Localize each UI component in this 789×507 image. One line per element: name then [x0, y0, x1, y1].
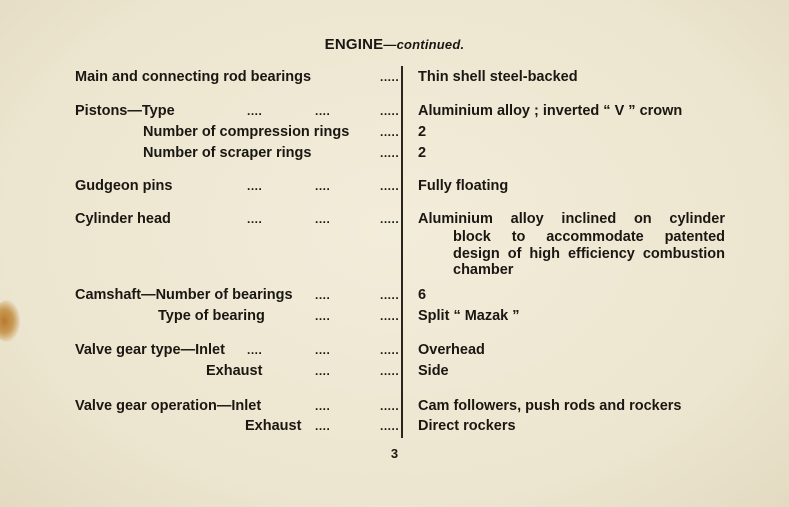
- leader-dots: ....: [247, 179, 263, 193]
- label-pistons-type: Pistons—Type: [75, 103, 175, 119]
- value-gudgeon-pins: Fully floating: [418, 178, 509, 194]
- label-camshaft-bearings: Camshaft—Number of bearings: [75, 287, 293, 303]
- leader-dots: .....: [380, 419, 400, 433]
- label-valve-gear-operation-inlet: Valve gear operation—Inlet: [75, 398, 262, 414]
- leader-dots: .....: [380, 309, 400, 323]
- label-compression-rings: Number of compression rings: [143, 124, 350, 140]
- value-cylinder-head-line1: Aluminium alloy inclined on cylinder: [418, 211, 725, 227]
- label-valve-gear-type-inlet: Valve gear type—Inlet: [75, 342, 225, 358]
- value-cylinder-head-line2: block to accommodate patented: [453, 229, 725, 245]
- label-valve-gear-type-exhaust: Exhaust: [206, 363, 263, 379]
- leader-dots: ....: [315, 288, 331, 302]
- leader-dots: ....: [315, 364, 331, 378]
- leader-dots: .....: [380, 104, 400, 118]
- leader-dots: ....: [315, 212, 331, 226]
- value-cylinder-head-line4: chamber: [453, 262, 514, 278]
- leader-dots: .....: [380, 70, 400, 84]
- label-valve-gear-operation-exhaust: Exhaust: [245, 418, 302, 434]
- leader-dots: ....: [315, 399, 331, 413]
- leader-dots: .....: [380, 343, 400, 357]
- leader-dots: .....: [380, 288, 400, 302]
- leader-dots: .....: [380, 399, 400, 413]
- leader-dots: .....: [380, 179, 400, 193]
- leader-dots: ....: [315, 104, 331, 118]
- value-cylinder-head-line3: design of high efficiency combustion: [453, 246, 725, 262]
- value-scraper-rings: 2: [418, 145, 427, 161]
- label-main-bearings: Main and connecting rod bearings: [75, 69, 312, 85]
- value-compression-rings: 2: [418, 124, 427, 140]
- value-valve-gear-operation-exhaust: Direct rockers: [418, 418, 516, 434]
- label-bearing-type: Type of bearing: [158, 308, 265, 324]
- value-valve-gear-type-exhaust: Side: [418, 363, 449, 379]
- leader-dots: .....: [380, 146, 400, 160]
- value-main-bearings: Thin shell steel-backed: [418, 69, 578, 85]
- value-bearing-type: Split “ Mazak ”: [418, 308, 520, 324]
- value-valve-gear-type-inlet: Overhead: [418, 342, 485, 358]
- age-stain: [0, 300, 20, 342]
- leader-dots: ....: [247, 212, 263, 226]
- leader-dots: ....: [315, 343, 331, 357]
- page-title: ENGINE—continued.: [324, 36, 465, 53]
- page-number: 3: [390, 446, 399, 461]
- leader-dots: .....: [380, 212, 400, 226]
- label-scraper-rings: Number of scraper rings: [143, 145, 312, 161]
- value-camshaft-bearings: 6: [418, 287, 427, 303]
- leader-dots: ....: [247, 104, 263, 118]
- value-pistons-type: Aluminium alloy ; inverted “ V ” crown: [418, 103, 683, 119]
- leader-dots: .....: [380, 125, 400, 139]
- value-valve-gear-operation-inlet: Cam followers, push rods and rockers: [418, 398, 682, 414]
- leader-dots: ....: [315, 179, 331, 193]
- leader-dots: .....: [380, 364, 400, 378]
- column-divider: [401, 66, 403, 438]
- label-cylinder-head: Cylinder head: [75, 211, 171, 227]
- leader-dots: ....: [315, 419, 331, 433]
- leader-dots: ....: [247, 343, 263, 357]
- leader-dots: ....: [315, 309, 331, 323]
- label-gudgeon-pins: Gudgeon pins: [75, 178, 173, 194]
